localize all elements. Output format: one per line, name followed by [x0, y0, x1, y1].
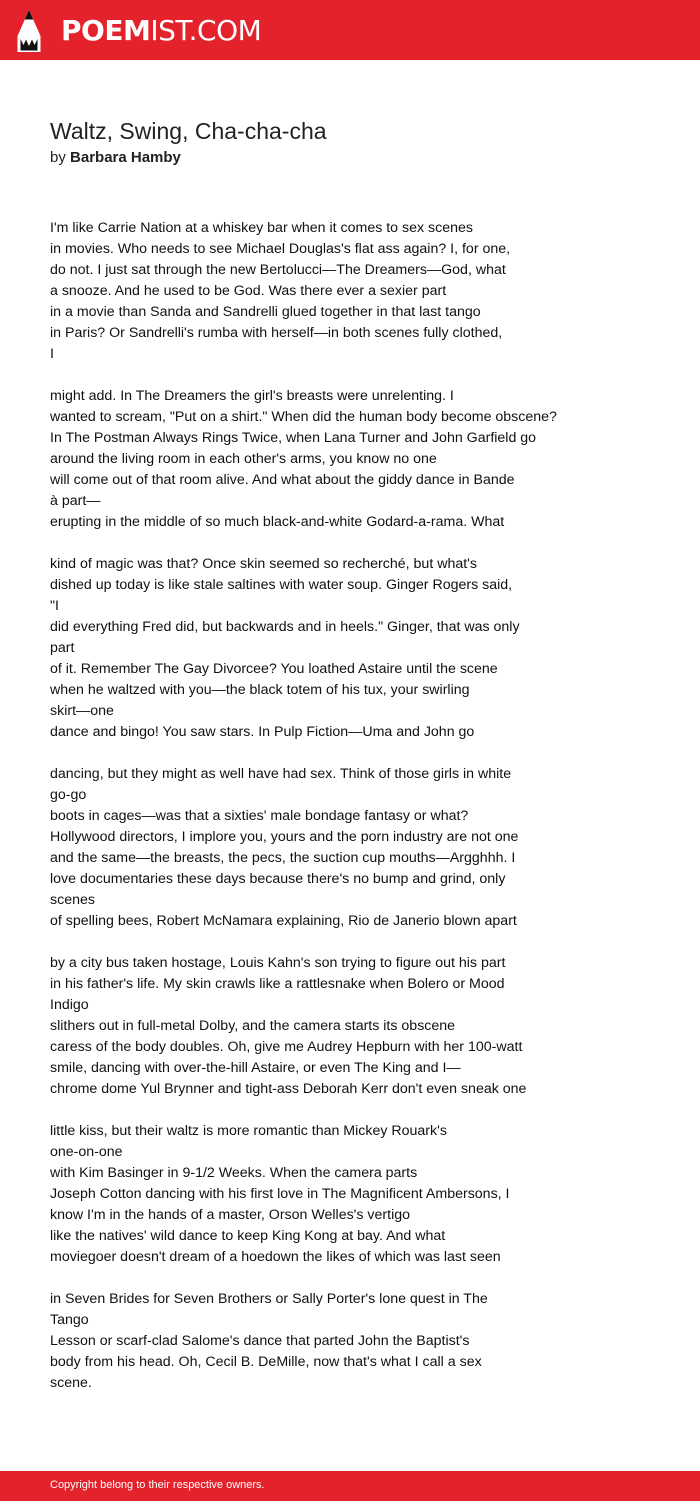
poem-line: in Seven Brides for Seven Brothers or Sally Porter's lone quest in The: [50, 1291, 488, 1307]
poem-line: around the living room in each other's arms, you know no one: [50, 451, 437, 467]
poem-line: smile, dancing with over-the-hill Astaire, or even The King and I—: [50, 1060, 461, 1076]
poem-title: Waltz, Swing, Cha-cha-cha: [50, 118, 327, 144]
logo-light-text: IST.COM: [150, 14, 262, 47]
poem-line: in a movie than Sanda and Sandrelli glued together in that last tango: [50, 304, 481, 320]
poem-stanza: [50, 764, 650, 932]
poem-line: love documentaries these days because there's no bump and grind, only: [50, 871, 506, 887]
poem-stanza: [50, 1289, 650, 1394]
poem-line: body from his head. Oh, Cecil B. DeMille, now that's what I call a sex: [50, 1354, 482, 1370]
poem-line: Lesson or scarf-clad Salome's dance that parted John the Baptist's: [50, 1333, 470, 1349]
poem-line: dished up today is like stale saltines with water soup. Ginger Rogers said,: [50, 577, 513, 593]
poem-line: slithers out in full-metal Dolby, and the camera starts its obscene: [50, 1018, 456, 1034]
poem-stanza: [50, 386, 650, 533]
poem-line: in Paris? Or Sandrelli's rumba with herself—in both scenes fully clothed,: [50, 325, 503, 341]
poem-line: do not. I just sat through the new Bertolucci—The Dreamers—God, what: [50, 262, 506, 278]
site-logo-text: [61, 14, 262, 47]
poem-line: of spelling bees, Robert McNamara explaining, Rio de Janerio blown apart: [50, 913, 517, 929]
pencil-icon: [16, 9, 42, 53]
poem-line: little kiss, but their waltz is more romantic than Mickey Rouark's: [50, 1123, 447, 1139]
logo-bold-text: POEM: [61, 14, 151, 47]
poem-stanza: [50, 953, 650, 1100]
poem-line: with Kim Basinger in 9-1/2 Weeks. When the camera parts: [50, 1165, 418, 1181]
poem-line: one-on-one: [50, 1144, 123, 1160]
poem-line: and the same—the breasts, the pecs, the suction cup mouths—Argghhh. I: [50, 850, 516, 866]
poem-line: by a city bus taken hostage, Louis Kahn's son trying to figure out his part: [50, 955, 506, 971]
poem-line: Hollywood directors, I implore you, yours and the porn industry are not one: [50, 829, 519, 845]
poem-line: go-go: [50, 787, 87, 803]
poem-line: scenes: [50, 892, 95, 908]
poem-line: Joseph Cotton dancing with his first love in The Magnificent Ambersons, I: [50, 1186, 510, 1202]
poem-line: chrome dome Yul Brynner and tight-ass Deborah Kerr don't even sneak one: [50, 1081, 527, 1097]
poem-line: a snooze. And he used to be God. Was there ever a sexier part: [50, 283, 447, 299]
poem-line: "I: [50, 598, 59, 614]
poem-line: kind of magic was that? Once skin seemed so recherché, but what's: [50, 556, 477, 572]
poem-line: scene.: [50, 1375, 92, 1391]
poem-line: in his father's life. My skin crawls like a rattlesnake when Bolero or Mood: [50, 976, 505, 992]
poem-line: know I'm in the hands of a master, Orson Welles's vertigo: [50, 1207, 410, 1223]
poem-line: wanted to scream, "Put on a shirt." When did the human body become obscene?: [50, 409, 557, 425]
poem-line: boots in cages—was that a sixties' male bondage fantasy or what?: [50, 808, 469, 824]
poem-body: [50, 218, 650, 1415]
poem-line: I'm like Carrie Nation at a whiskey bar when it comes to sex scenes: [50, 220, 473, 236]
copyright-text: Copyright belong to their respective owners.: [50, 1479, 265, 1491]
by-label: by: [50, 149, 66, 166]
poem-line: did everything Fred did, but backwards and in heels." Ginger, that was only: [50, 619, 520, 635]
site-header: [0, 0, 700, 60]
poem-line: Tango: [50, 1312, 89, 1328]
poem-line: like the natives' wild dance to keep King Kong at bay. And what: [50, 1228, 446, 1244]
site-footer: [0, 1471, 700, 1501]
poem-line: I: [50, 346, 54, 362]
poem-stanza: [50, 554, 650, 743]
poem-line: caress of the body doubles. Oh, give me Audrey Hepburn with her 100-watt: [50, 1039, 523, 1055]
poem-line: skirt—one: [50, 703, 114, 719]
byline: [50, 148, 181, 168]
poem-line: dancing, but they might as well have had sex. Think of those girls in white: [50, 766, 512, 782]
site-logo[interactable]: [16, 8, 261, 54]
poem-line: erupting in the middle of so much black-and-white Godard-a-rama. What: [50, 514, 505, 530]
poem-line: might add. In The Dreamers the girl's breasts were unrelenting. I: [50, 388, 454, 404]
poem-line: will come out of that room alive. And what about the giddy dance in Bande: [50, 472, 515, 488]
poem-line: à part—: [50, 493, 101, 509]
poem-line: moviegoer doesn't dream of a hoedown the likes of which was last seen: [50, 1249, 501, 1265]
poem-line: of it. Remember The Gay Divorcee? You loathed Astaire until the scene: [50, 661, 498, 677]
poem-stanza: [50, 1121, 650, 1268]
poem-line: Indigo: [50, 997, 89, 1013]
poem-line: when he waltzed with you—the black totem of his tux, your swirling: [50, 682, 470, 698]
poem-line: dance and bingo! You saw stars. In Pulp Fiction—Uma and John go: [50, 724, 475, 740]
author-link[interactable]: Barbara Hamby: [70, 149, 181, 166]
poem-stanza: [50, 218, 650, 365]
poem-line: In The Postman Always Rings Twice, when Lana Turner and John Garfield go: [50, 430, 537, 446]
poem-line: part: [50, 640, 75, 656]
poem-line: in movies. Who needs to see Michael Douglas's flat ass again? I, for one,: [50, 241, 511, 257]
